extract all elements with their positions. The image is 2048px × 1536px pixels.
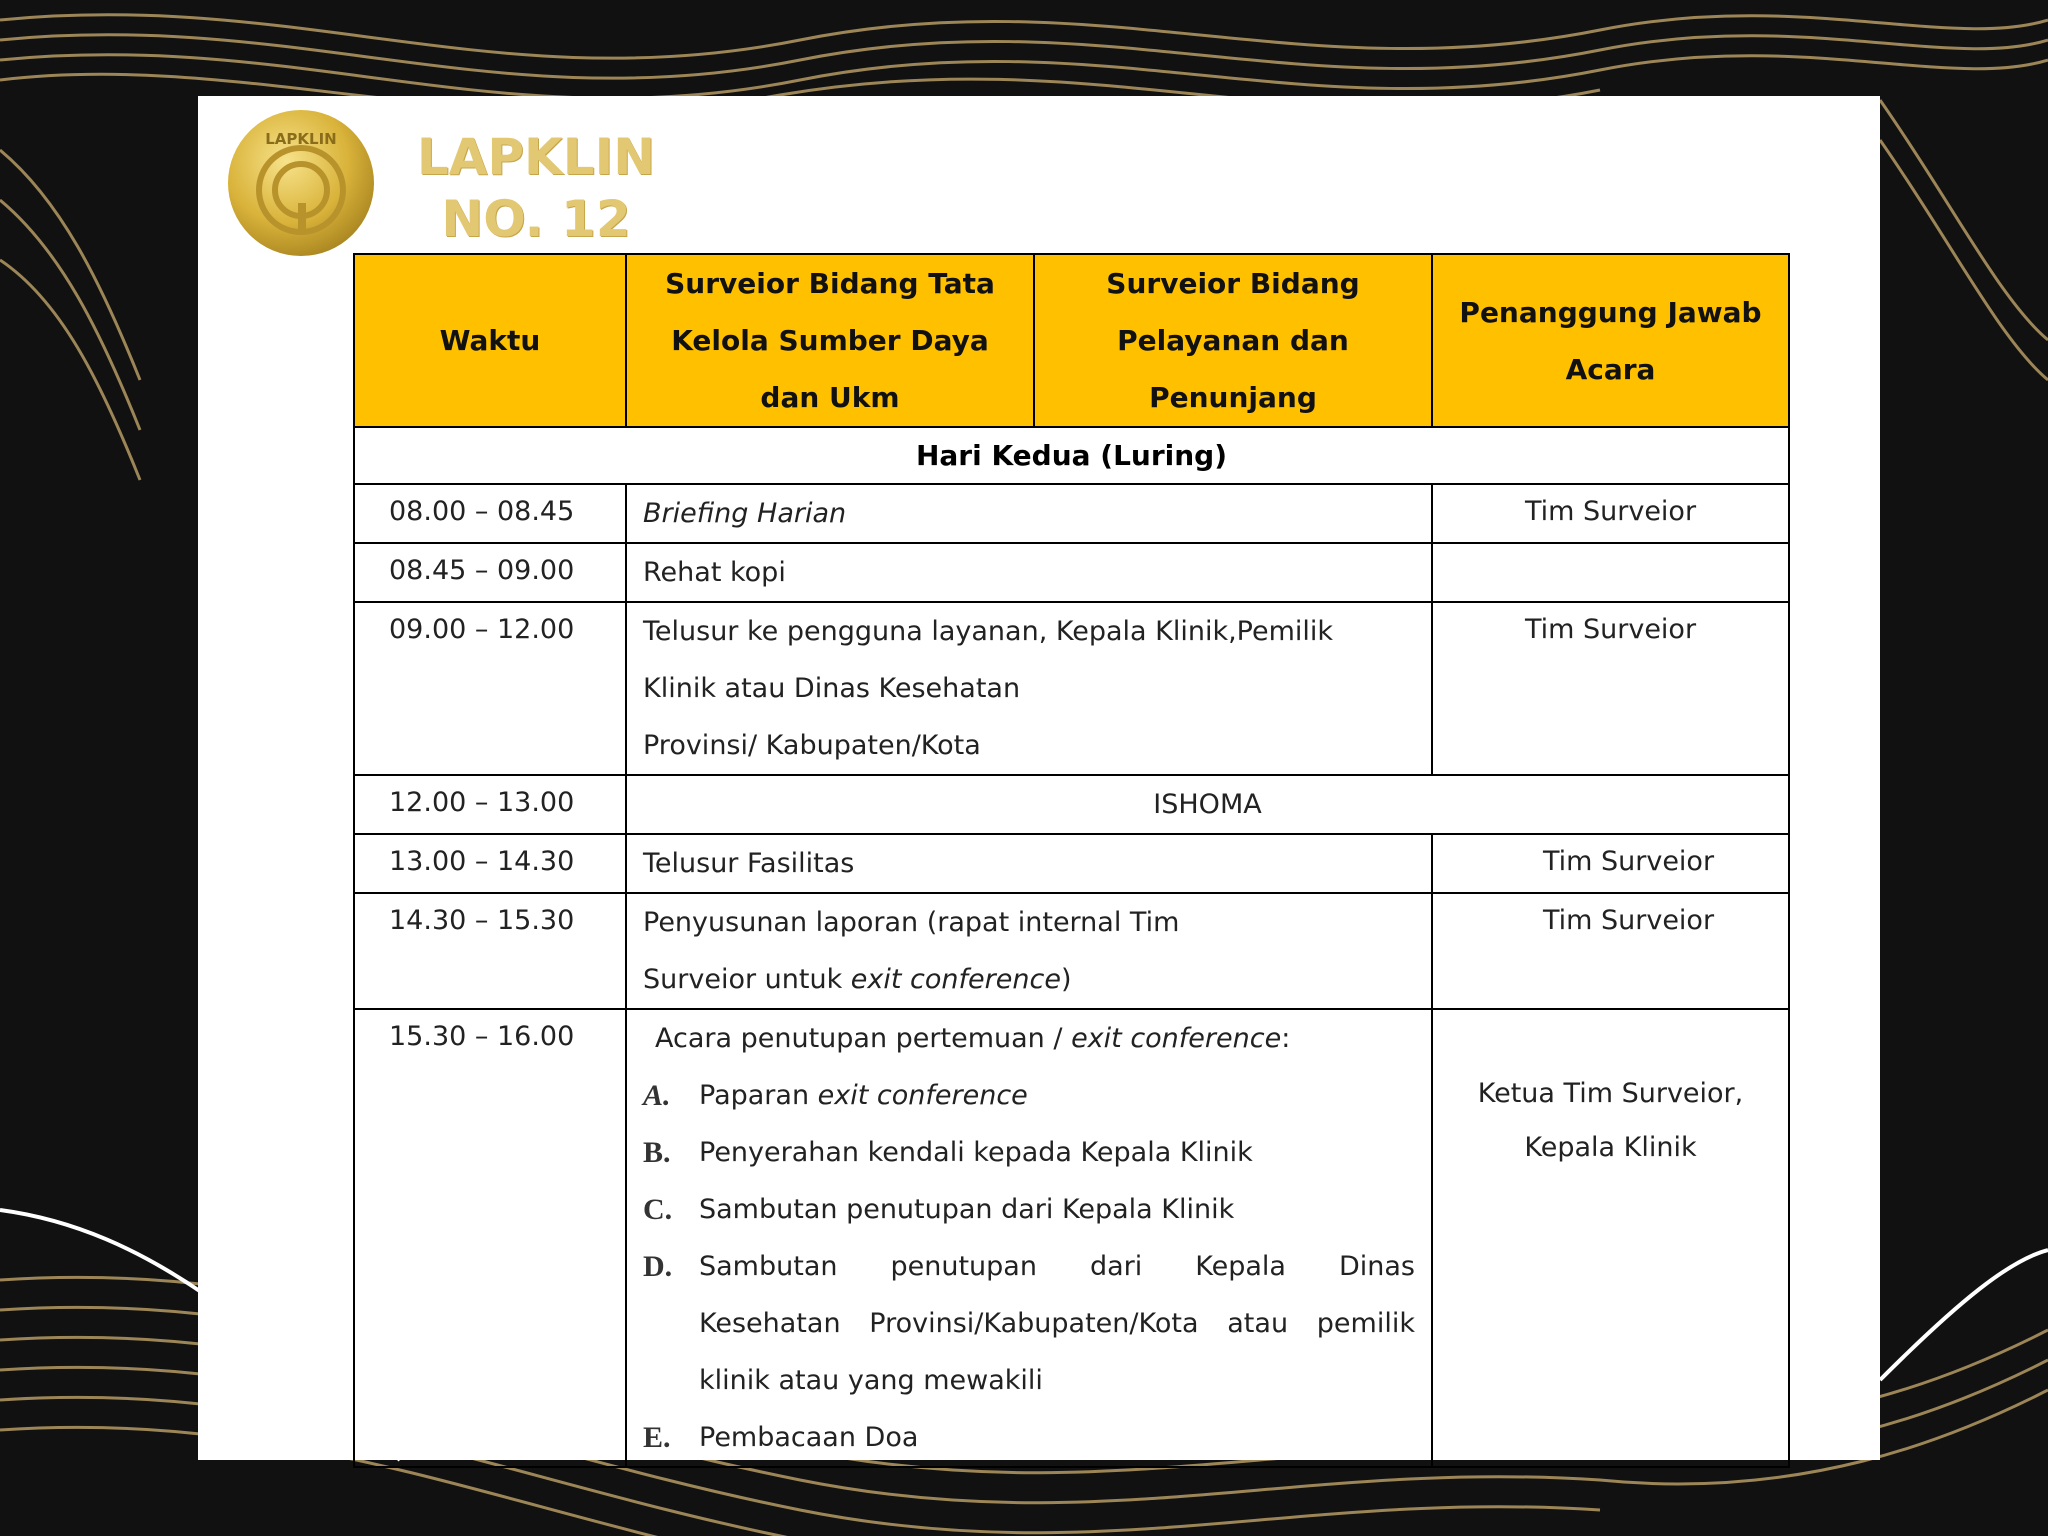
row-time: 08.00 – 08.45 (354, 484, 626, 543)
list-item (643, 1067, 1415, 1124)
activity-line: Klinik atau Dinas Kesehatan (643, 673, 1021, 704)
lapklin-logo-title (396, 126, 676, 250)
table-row (354, 602, 1789, 775)
list-letter: B. (643, 1136, 671, 1169)
activity-text: ) (1060, 964, 1072, 995)
table-row (354, 543, 1789, 602)
header-tata-kelola: Surveior Bidang Tata Kelola Sumber Daya dan Ukm (626, 254, 1034, 427)
closing-agenda-list (643, 1067, 1415, 1466)
row-activity (626, 1009, 1432, 1467)
row-pj (1432, 1009, 1789, 1467)
row-pj: Tim Surveior (1432, 484, 1789, 543)
table-row (354, 775, 1789, 834)
activity-text-italic: exit conference (850, 964, 1061, 995)
table-row (354, 484, 1789, 543)
list-letter: E. (643, 1421, 671, 1454)
header-penanggung-jawab: Penanggung Jawab Acara (1432, 254, 1789, 427)
row-activity: Briefing Harian (626, 484, 1432, 543)
table-row (354, 834, 1789, 893)
row-activity (626, 602, 1432, 775)
list-text: Paparan (699, 1080, 818, 1111)
row-activity: ISHOMA (626, 775, 1789, 834)
row-activity: Rehat kopi (626, 543, 1432, 602)
list-item (643, 1124, 1415, 1181)
table-header-row (354, 254, 1789, 427)
svg-text:LAPKLIN: LAPKLIN (265, 130, 337, 148)
row-time: 12.00 – 13.00 (354, 775, 626, 834)
row-pj (1432, 543, 1789, 602)
row-time: 14.30 – 15.30 (354, 893, 626, 1009)
logo-title-line2: NO. 12 (441, 190, 631, 248)
lapklin-logo-icon (226, 108, 376, 258)
activity-text: : (1281, 1023, 1291, 1054)
slide-content (198, 96, 1880, 1460)
logo-title-line1: LAPKLIN (416, 128, 656, 186)
activity-text: Surveior untuk (643, 964, 851, 995)
activity-line (643, 951, 1415, 1008)
list-letter: A. (643, 1079, 671, 1112)
header-waktu: Waktu (354, 254, 626, 427)
row-activity (626, 893, 1432, 1009)
list-text: Kesehatan Provinsi/Kabupaten/Kota atau pemilik (699, 1308, 1415, 1339)
list-text: Pembacaan Doa (699, 1422, 919, 1453)
row-pj: Tim Surveior (1432, 834, 1789, 893)
activity-text-italic: exit conference (1071, 1023, 1282, 1054)
pj-line: Ketua Tim Surveior, (1477, 1078, 1744, 1109)
list-text-italic: exit conference (817, 1080, 1028, 1111)
row-pj: Tim Surveior (1432, 893, 1789, 1009)
table-row (354, 1009, 1789, 1467)
activity-intro (643, 1010, 1415, 1067)
list-text: Sambutan penutupan dari Kepala Dinas (699, 1251, 1415, 1282)
activity-line: Telusur ke pengguna layanan, Kepala Klinik,Pemilik (643, 616, 1334, 647)
header-pelayanan: Surveior Bidang Pelayanan dan Penunjang (1034, 254, 1432, 427)
list-text: klinik atau yang mewakili (699, 1365, 1043, 1396)
list-text: Penyerahan kendali kepada Kepala Klinik (699, 1137, 1253, 1168)
list-item (643, 1409, 1415, 1466)
schedule-table (353, 253, 1790, 1468)
table-row (354, 893, 1789, 1009)
row-time: 13.00 – 14.30 (354, 834, 626, 893)
day-title: Hari Kedua (Luring) (354, 427, 1789, 484)
row-activity: Telusur Fasilitas (626, 834, 1432, 893)
row-time: 08.45 – 09.00 (354, 543, 626, 602)
activity-text: Acara penutupan pertemuan / (655, 1023, 1072, 1054)
activity-line: Penyusunan laporan (rapat internal Tim (643, 907, 1180, 938)
row-pj: Tim Surveior (1432, 602, 1789, 775)
list-item (643, 1238, 1415, 1409)
list-text: Sambutan penutupan dari Kepala Klinik (699, 1194, 1235, 1225)
row-time: 09.00 – 12.00 (354, 602, 626, 775)
row-time: 15.30 – 16.00 (354, 1009, 626, 1467)
list-letter: C. (643, 1193, 673, 1226)
activity-line: Provinsi/ Kabupaten/Kota (643, 730, 981, 761)
list-letter: D. (643, 1250, 673, 1283)
list-item (643, 1181, 1415, 1238)
day-title-row (354, 427, 1789, 484)
pj-line: Kepala Klinik (1524, 1132, 1697, 1163)
